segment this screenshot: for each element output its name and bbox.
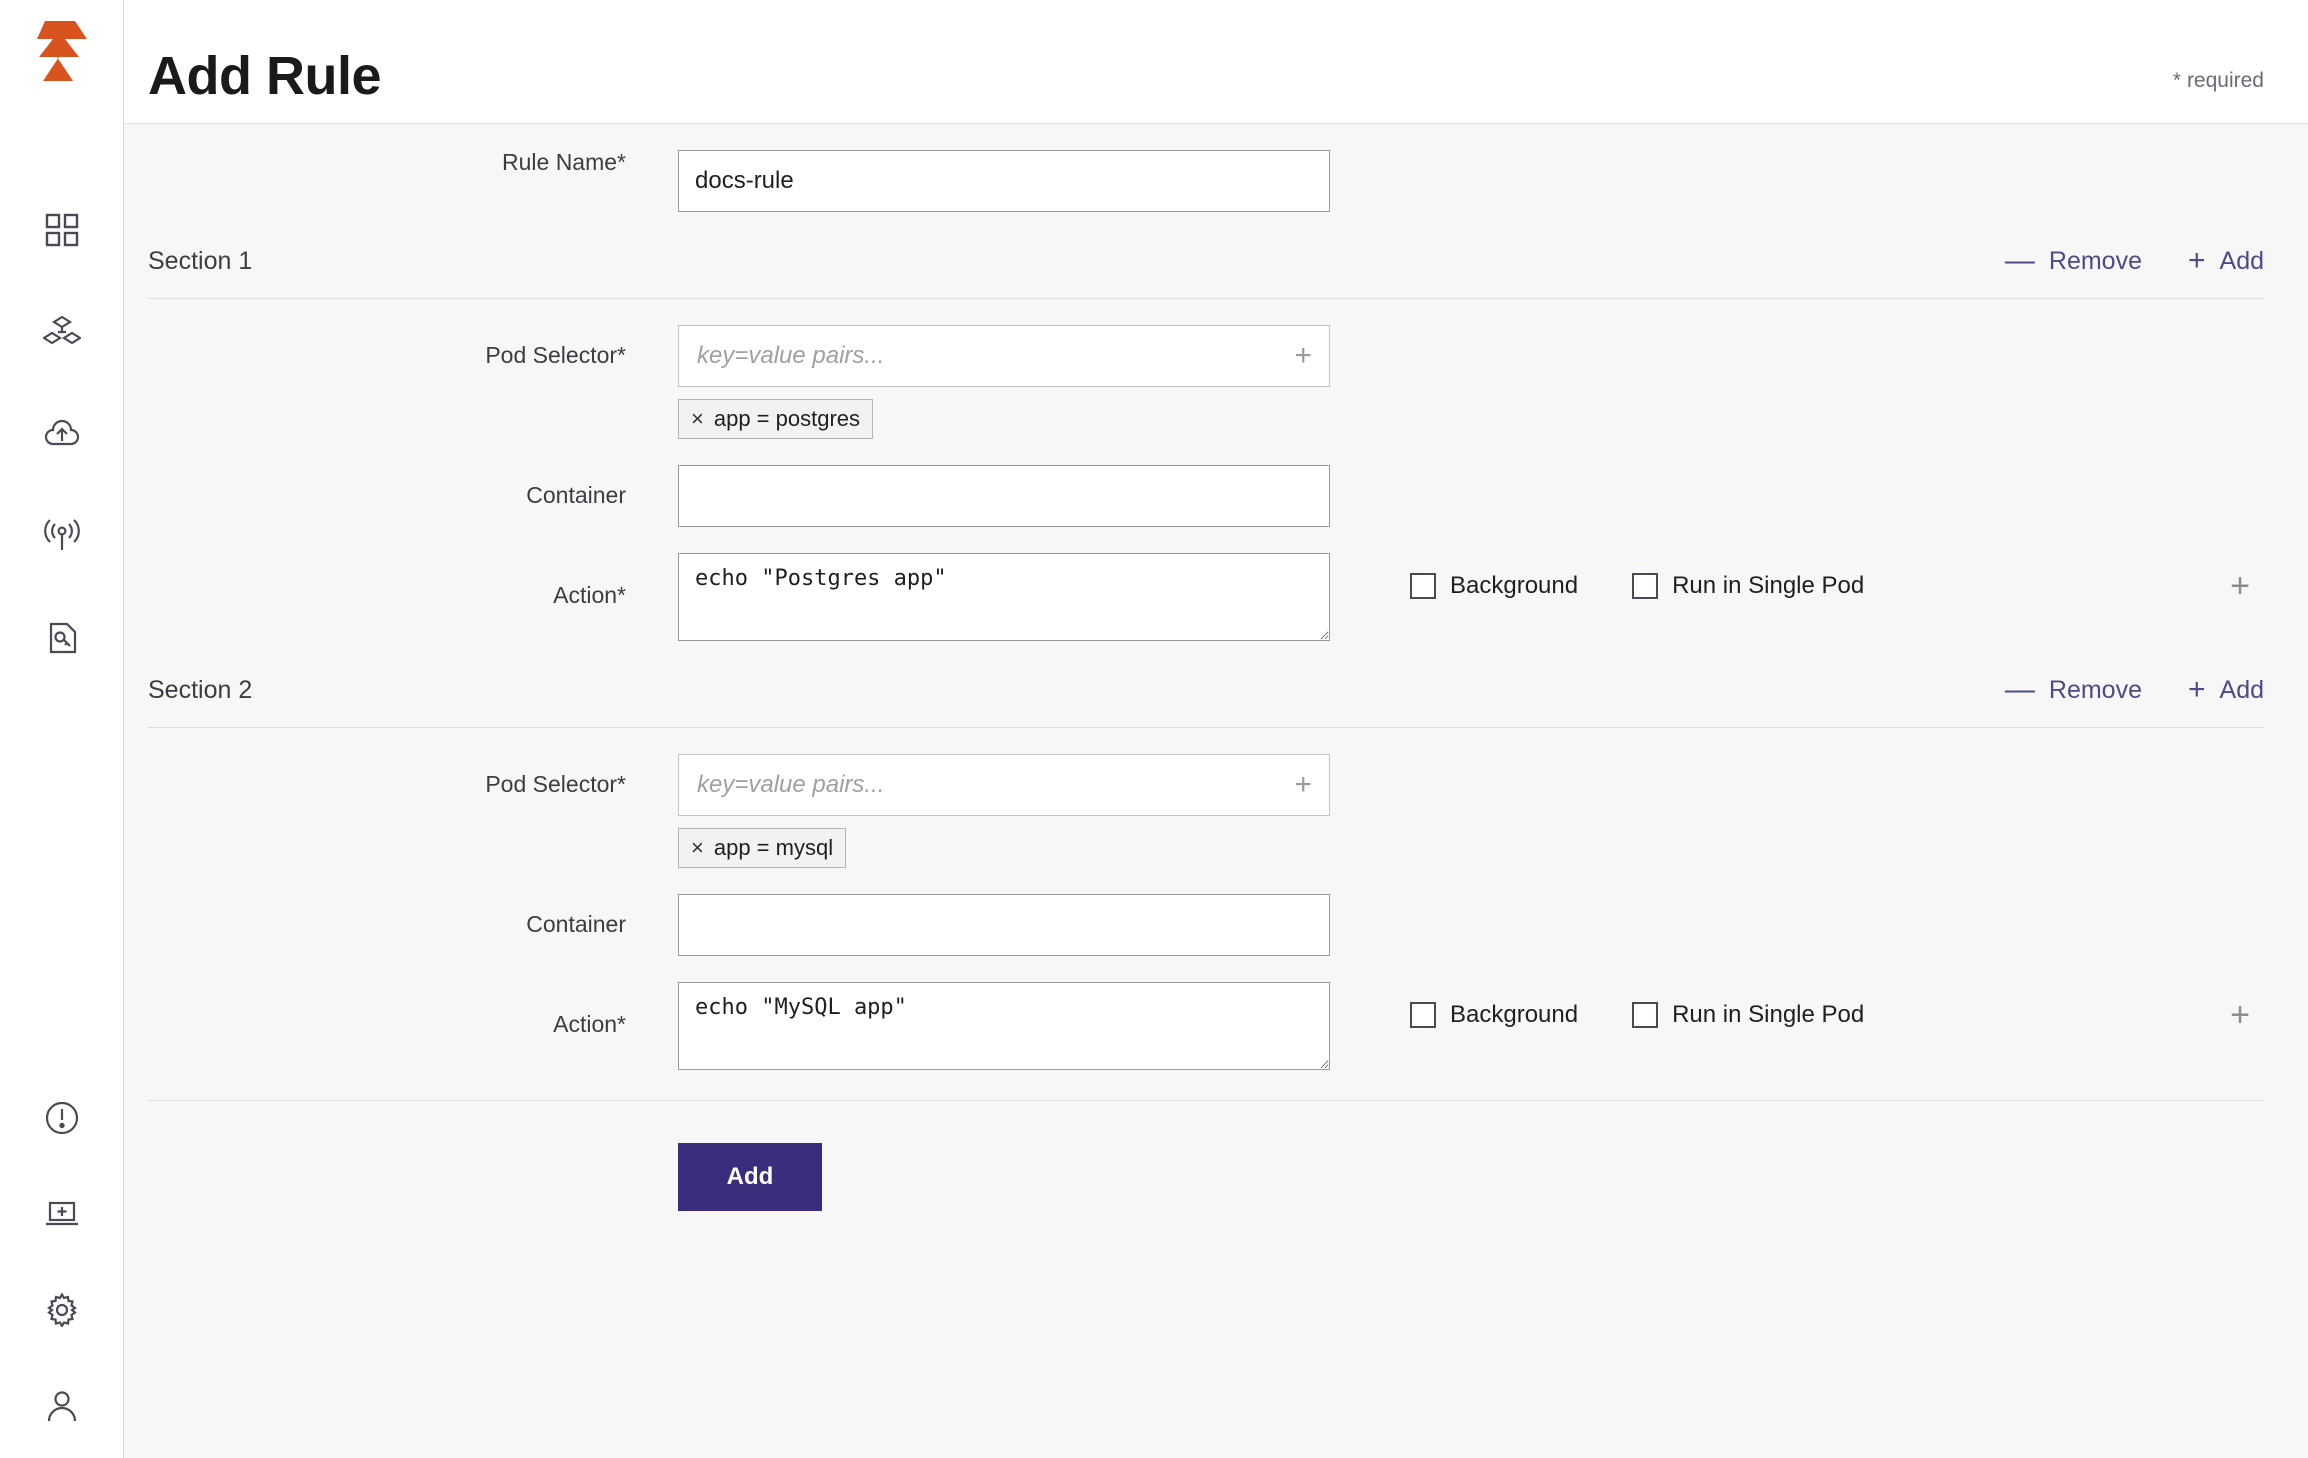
section-2-header [148,675,2264,705]
section-1-background-label: Background [1450,572,1579,599]
sidebar-item-alerts[interactable] [32,1088,92,1148]
sidebar [0,0,124,1458]
section-1-single-pod-checkbox[interactable] [1632,572,1864,600]
section-2-pod-selector-label [148,754,678,797]
section-2-remove-label: Remove [2048,675,2142,704]
section-2-pod-selector-field [678,754,1330,816]
section-1-remove-button[interactable] [2005,246,2142,276]
section-2-pod-selector-chip-label: app = mysql [713,835,834,860]
section-1-add-label: Add [2219,246,2264,275]
key-badge-icon [45,621,79,655]
section-2-pod-selector-add-icon[interactable]: + [1294,768,1312,801]
rule-name-label-text: Rule Name [502,149,618,175]
section-2-action-label-text: Action [553,1011,618,1037]
section-1-background-checkbox[interactable] [1410,572,1578,600]
section-1-actions [2005,246,2264,276]
section-1-pod-selector-label [148,325,678,368]
gear-icon [45,1293,79,1327]
sidebar-item-add-device[interactable] [32,1184,92,1244]
sidebar-item-clusters[interactable] [32,302,92,362]
rule-name-label [148,150,678,175]
user-icon [46,1389,78,1423]
laptop-plus-icon [44,1198,80,1230]
section-1-action-label-text: Action [553,582,618,608]
section-1-pod-selector-add-icon[interactable]: + [1294,339,1312,372]
section-1-pod-selector-label-text: Pod Selector [485,342,618,368]
section-1-container-row [148,465,2264,527]
section-2-action-options [1330,982,2264,1032]
sidebar-item-monitor[interactable] [32,506,92,566]
section-2-container-label: Container [526,911,626,937]
rule-name-required-star: * [617,149,626,175]
section-2-pod-selector-input[interactable] [678,754,1330,816]
section-1-pod-selector-field [678,325,1330,387]
broadcast-icon [44,519,80,553]
rule-form [124,124,2308,1458]
logo-mark[interactable] [32,18,92,90]
section-2-pod-selector-row [148,754,2264,868]
cubes-icon [43,315,81,349]
section-1-container-label: Container [526,482,626,508]
section-1-single-pod-label: Run in Single Pod [1672,572,1865,599]
section-1-action-row [148,553,2264,641]
section-2-single-pod-label: Run in Single Pod [1672,1001,1865,1028]
rule-name-input[interactable] [678,150,1330,212]
sidebar-item-profile[interactable] [32,1376,92,1436]
section-2-single-pod-checkbox[interactable] [1632,1001,1864,1029]
section-2-remove-button[interactable] [2005,675,2142,705]
section-1-container-input[interactable] [678,465,1330,527]
section-2-action-textarea[interactable] [678,982,1330,1070]
sidebar-bottom [32,1088,92,1458]
cloud-upload-icon [43,419,81,449]
section-2-pod-selector-label-text: Pod Selector [485,771,618,797]
section-2-pod-selector-chip[interactable] [678,828,846,868]
page-header [124,0,2308,124]
checkbox-icon[interactable] [1410,1002,1436,1028]
section-2-action-star: * [617,1011,626,1037]
section-2-divider [148,727,2264,728]
minus-icon: — [2004,673,2035,706]
sidebar-item-deploy[interactable] [32,404,92,464]
page-title: Add Rule [148,46,381,106]
section-2-background-checkbox[interactable] [1410,1001,1578,1029]
required-label: required [2186,69,2264,92]
section-1-pod-selector-row [148,325,2264,439]
add-rule-submit-button[interactable]: Add [678,1143,822,1211]
section-1-action-options [1330,553,2264,603]
sidebar-item-dashboard[interactable] [32,200,92,260]
section-2-background-label: Background [1450,1001,1579,1028]
section-2-add-label: Add [2219,675,2264,704]
section-1-action-star: * [617,582,626,608]
section-2-container-input[interactable] [678,894,1330,956]
section-2-action-label [148,982,678,1037]
section-1-pod-selector-input[interactable] [678,325,1330,387]
section-1-remove-label: Remove [2048,246,2142,275]
sidebar-item-access[interactable] [32,608,92,668]
section-1-pod-selector-chip-label: app = postgres [713,406,861,431]
section-2-container-row [148,894,2264,956]
section-1-title: Section 1 [148,246,253,275]
dashboard-grid-icon [45,213,79,247]
alert-circle-icon [45,1101,79,1135]
section-1-header [148,246,2264,276]
section-2-actions [2005,675,2264,705]
plus-icon: + [2187,673,2206,706]
minus-icon: — [2004,244,2035,277]
section-2-action-add-icon[interactable]: + [2230,996,2250,1034]
section-2-title: Section 2 [148,675,253,704]
section-2-action-row [148,982,2264,1070]
section-1-pod-selector-star: * [617,342,626,368]
section-2-pod-selector-star: * [617,771,626,797]
checkbox-icon[interactable] [1632,1002,1658,1028]
submit-row [148,1143,2264,1211]
section-1-action-label [148,553,678,608]
checkbox-icon[interactable] [1632,573,1658,599]
required-star: * [2172,69,2182,92]
sidebar-item-settings[interactable] [32,1280,92,1340]
section-1-action-add-icon[interactable]: + [2230,567,2250,605]
form-bottom-divider [148,1100,2264,1101]
section-1-action-textarea[interactable] [678,553,1330,641]
checkbox-icon[interactable] [1410,573,1436,599]
main-content [124,0,2308,1458]
section-1-pod-selector-chip[interactable] [678,399,873,439]
required-note [2173,69,2264,103]
close-icon[interactable]: × [691,406,704,431]
plus-icon: + [2187,244,2206,277]
rule-name-row [148,150,2264,212]
section-2-add-button[interactable] [2188,675,2264,705]
close-icon[interactable]: × [691,835,704,860]
section-1-divider [148,298,2264,299]
section-1-add-button[interactable] [2188,246,2264,276]
